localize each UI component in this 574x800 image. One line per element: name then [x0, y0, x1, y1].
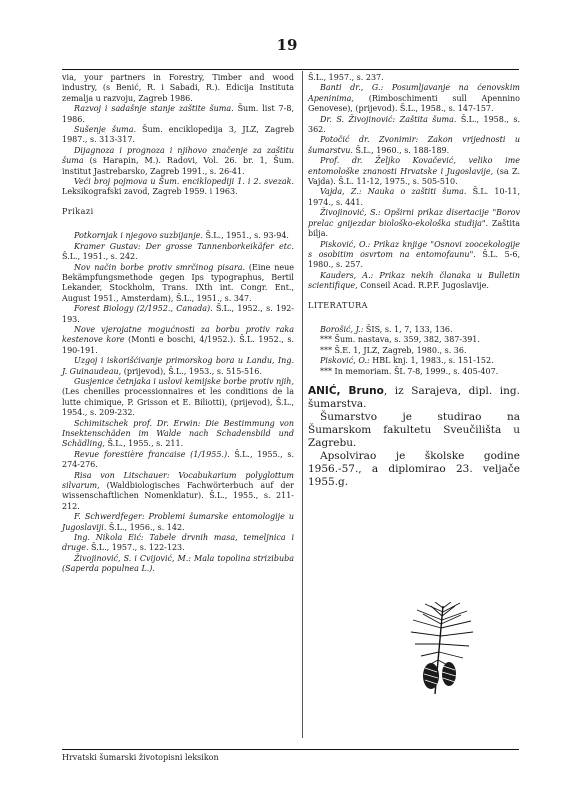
pine-branch-illustration [405, 602, 475, 694]
bibliography-entry [62, 73, 294, 104]
bibliography-entry [62, 471, 294, 513]
entry-title: Živojinović, S. i Cvijović, M.: Mala topolina strizibuba (Saperda populnea L.). [62, 553, 294, 574]
entry-citation: via, your partners in Forestry, Timber and wood industry, (s Benić, R. i Sabadi, R.). Edicija Instituta zemalja u razvoju, Zagreb 1986. [62, 73, 294, 103]
bibliography-entry [62, 356, 294, 377]
entry-title: Potkornjak i njegovo suzbijanje. [74, 231, 203, 241]
section-heading-prikazi: Prikazi [62, 206, 94, 216]
bibliography-entry [308, 115, 520, 136]
entry-citation: *** Š.E. 1, JLZ, Zagreb, 1980., s. 36. [320, 345, 467, 355]
entry-citation: (Les chenilles processionnaires et les conditions de la lutte chimique, P. Grisson et E. Biliotti), (prijevod), Š.L., 1954., s. 209-232. [62, 387, 294, 418]
entry-title: Veći broj pojmova u Šum. enciklopediji 1. i 2. svezak. [74, 177, 294, 187]
bibliography-entry [62, 231, 294, 241]
entry-citation: HBL knj. 1, 1983., s. 151-152. [369, 356, 494, 366]
bio-paragraph: Šumarstvo je studirao na Šumarskom fakultetu Sveučilišta u Zagrebu. [308, 410, 520, 449]
entry-title: Potočić dr. Zvonimir: Zakon vrijednosti u šumarstvu. [308, 135, 520, 155]
section-heading-literatura: LITERATURA [308, 300, 368, 310]
entry-title: Borošić, J.: [320, 324, 364, 334]
bibliography-entry [62, 104, 294, 125]
entry-citation: Š.L., 1957., s. 237. [308, 73, 384, 82]
entry-title: Ing. Nikola Eić: Tabele drvnih masa, temeljnica i druge. [62, 533, 294, 553]
entry-title: Uzgoj i iskorišćivanje primorskog bora u Landu, Ing. J. Guinaudeau, [62, 356, 294, 376]
bibliography-entry [308, 208, 520, 239]
entry-citation: Š.L., 1960., s. 188-189. [352, 145, 450, 155]
bibliography-entry [308, 356, 520, 366]
entry-citation: Leksikografski zavod, Zagreb 1959. i 1963. [62, 187, 238, 197]
entry-citation: ŠIS, s. 1, 7, 133, 136. [363, 324, 453, 334]
entry-title: Pisković, O.: Prikaz knjige "Osnovi zoocekologije s osobitim osvrtom na entomofaunu". [308, 239, 520, 259]
bibliography-entry [62, 554, 294, 575]
entry-title: Schimitschek prof. Dr. Erwin: Die Bestimmung von Insektenschäden im Walde nach Schadensbild und Schädling, [62, 418, 294, 449]
literature-list [308, 325, 520, 377]
entry-title: Revue forestière francaise (1/1955.). [74, 449, 230, 459]
entry-citation: Š.L. 10-11, 1974., s. 441. [308, 187, 520, 207]
bibliography-entry [308, 135, 520, 156]
entry-title: Gusjenice četnjaka i uslovi kemijske borbe protiv njih, [74, 376, 294, 386]
entry-citation: Šum. list 7-8, 1986. [62, 104, 294, 124]
bibliography-list [62, 73, 294, 198]
bibliography-entry [308, 335, 520, 345]
bio-paragraph: Apsolvirao je školske godine 1956.-57., a diplomirao 23. veljače 1955.g. [308, 449, 520, 488]
bibliography-entry [62, 146, 294, 177]
bibliography-entry [62, 177, 294, 198]
entry-citation: Zaštita bilja. [308, 218, 521, 239]
header-rule [62, 69, 519, 70]
entry-title: Razvoj i sadašnje stanje zaštite šuma. [74, 104, 234, 114]
bibliography-entry [62, 512, 294, 533]
bibliography-entry [308, 271, 520, 292]
left-column [62, 73, 294, 575]
footer-rule [62, 749, 519, 750]
entry-title: Dr. S. Živojinović: Zaštita šuma. [320, 114, 457, 124]
bibliography-entry [308, 346, 520, 356]
reviews-list [62, 231, 294, 574]
entry-citation: Š.L., 1952., s. 192-193. [62, 304, 294, 324]
entry-citation: Š.L., 1955., s. 211. [104, 439, 184, 449]
entry-citation: Š.L., 1958., s. 362. [308, 114, 521, 135]
bibliography-entry [308, 325, 520, 335]
entry-citation: (Waldbiologisches Fachwörterbuch auf der wissenschaftlichen Nomenklatur). Š.L., 1955., s. 211-212. [62, 481, 294, 511]
entry-citation: Š.L., 1957., s. 122-123. [88, 543, 185, 553]
entry-citation: Š.L., 1956., s. 142. [106, 522, 185, 532]
entry-citation: (Rimboschimenti sull Apennino Genovese), (prijevod). Š.L., 1958., s. 147-157. [308, 93, 520, 114]
entry-title: Risa von Litschauer: Vocabukarium polyglottum silvarum, [62, 470, 294, 491]
bibliography-entry [308, 83, 520, 114]
entry-title: Nov način borbe protiv smrčinog pisara. [74, 262, 246, 272]
bibliography-entry [308, 367, 520, 377]
bibliography-entry [62, 242, 294, 263]
entry-citation: Š.L. 5-6, 1980., s. 257. [308, 249, 521, 270]
bibliography-entry [62, 263, 294, 305]
bio-name: ANIĆ, Bruno [308, 384, 384, 397]
entry-title: Banti dr., G.: Posumljavanje na ćenovskim Apeninima, [308, 83, 520, 103]
footer-text: Hrvatski šumarski životopisni leksikon [62, 753, 219, 762]
entry-title: Nove vjerojatne mogućnosti za borbu protiv raka kestenove kore [62, 324, 294, 345]
entry-title: Sušenje šuma. [74, 125, 137, 135]
bibliography-entry [62, 125, 294, 146]
entry-title: F. Schwerdfeger: Problemi šumarske entomologije u Jugoslaviji. [62, 512, 294, 532]
column-divider [302, 71, 303, 738]
bibliography-entry [62, 325, 294, 356]
entry-citation: Šum. enciklopedija 3, JLZ, Zagreb 1987., s. 313-317. [62, 125, 294, 145]
bibliography-entry [308, 156, 520, 187]
entry-citation: Š.L., 1951., s. 242. [62, 252, 138, 262]
entry-title: Kauders, A.: Prikaz nekih članaka u Bulletin scientifique, [308, 270, 520, 291]
right-column [308, 73, 520, 489]
entry-title: Vajda, Z.: Nauka o zaštiti šuma. [320, 187, 467, 197]
entry-citation: (prijevod), Š.L., 1953., s. 515-516. [121, 366, 262, 376]
page-number: 19 [276, 36, 298, 54]
bibliography-entry [62, 533, 294, 554]
entry-citation: (Monti e boschi, 4/1952.). Š.L. 1952., s. 190-191. [62, 335, 295, 355]
bibliography-entry [62, 419, 294, 450]
bibliography-entry [308, 240, 520, 271]
entry-citation: (Eine neue Bekämpfungsmethode gegen Ips typographus, Bertil Lekander, Stockholm, Trans. IXth int. Congr. Ent., August 1951., Amsterdam), Š.L., 1951., s. 347. [62, 262, 295, 303]
bibliography-entry [62, 450, 294, 471]
entry-title: Kramer Gustav: Der grosse Tannenborkeikäfer etc. [74, 241, 294, 251]
reviews-list-continued [308, 73, 520, 292]
entry-citation: (sa Z. Vajda). Š.L. 11-12, 1975., s. 505-510. [308, 166, 520, 187]
bio-intro-text: , iz Sarajeva, dipl. ing. šumarstva. [308, 384, 520, 410]
entry-title: Forest Biology (2/1952., Canada). [74, 304, 213, 314]
entry-citation: *** In memoriam. ŠL 7-8, 1999., s. 405-407. [320, 366, 499, 376]
entry-citation: Š.L., 1955., s. 274-276. [62, 449, 295, 470]
bibliography-entry [308, 187, 520, 208]
entry-title: Pisković, O.: [320, 356, 370, 366]
bio-intro [308, 385, 520, 411]
entry-title: Prof. dr. Željko Kovačević, veliko ime entomološke znanosti Hrvatske i Jugoslavije, [308, 156, 520, 176]
entry-citation: Conseil Acad. R.P.F. Jugoslavije. [357, 281, 489, 291]
biography-entry [308, 385, 520, 489]
bibliography-entry [62, 377, 294, 419]
entry-title: Živojinović, S.: Opširni prikaz disertacije "Borov prelac gnijezdar biološko-ekološka studija". [308, 208, 520, 228]
entry-citation: *** Šum. nastava, s. 359, 382, 387-391. [320, 335, 480, 345]
bibliography-entry [308, 73, 520, 83]
entry-title: Dijagnoza i prognoza i njihovo značenje za zaštitu šuma [62, 145, 294, 166]
bibliography-entry [62, 304, 294, 325]
entry-citation: Š.L., 1951., s. 93-94. [202, 231, 289, 241]
entry-citation: (s Harapin, M.). Radovi, Vol. 26. br. 1, Šum. institut Jastrebarsko, Zagreb 1991., s. 26-41. [62, 156, 294, 176]
